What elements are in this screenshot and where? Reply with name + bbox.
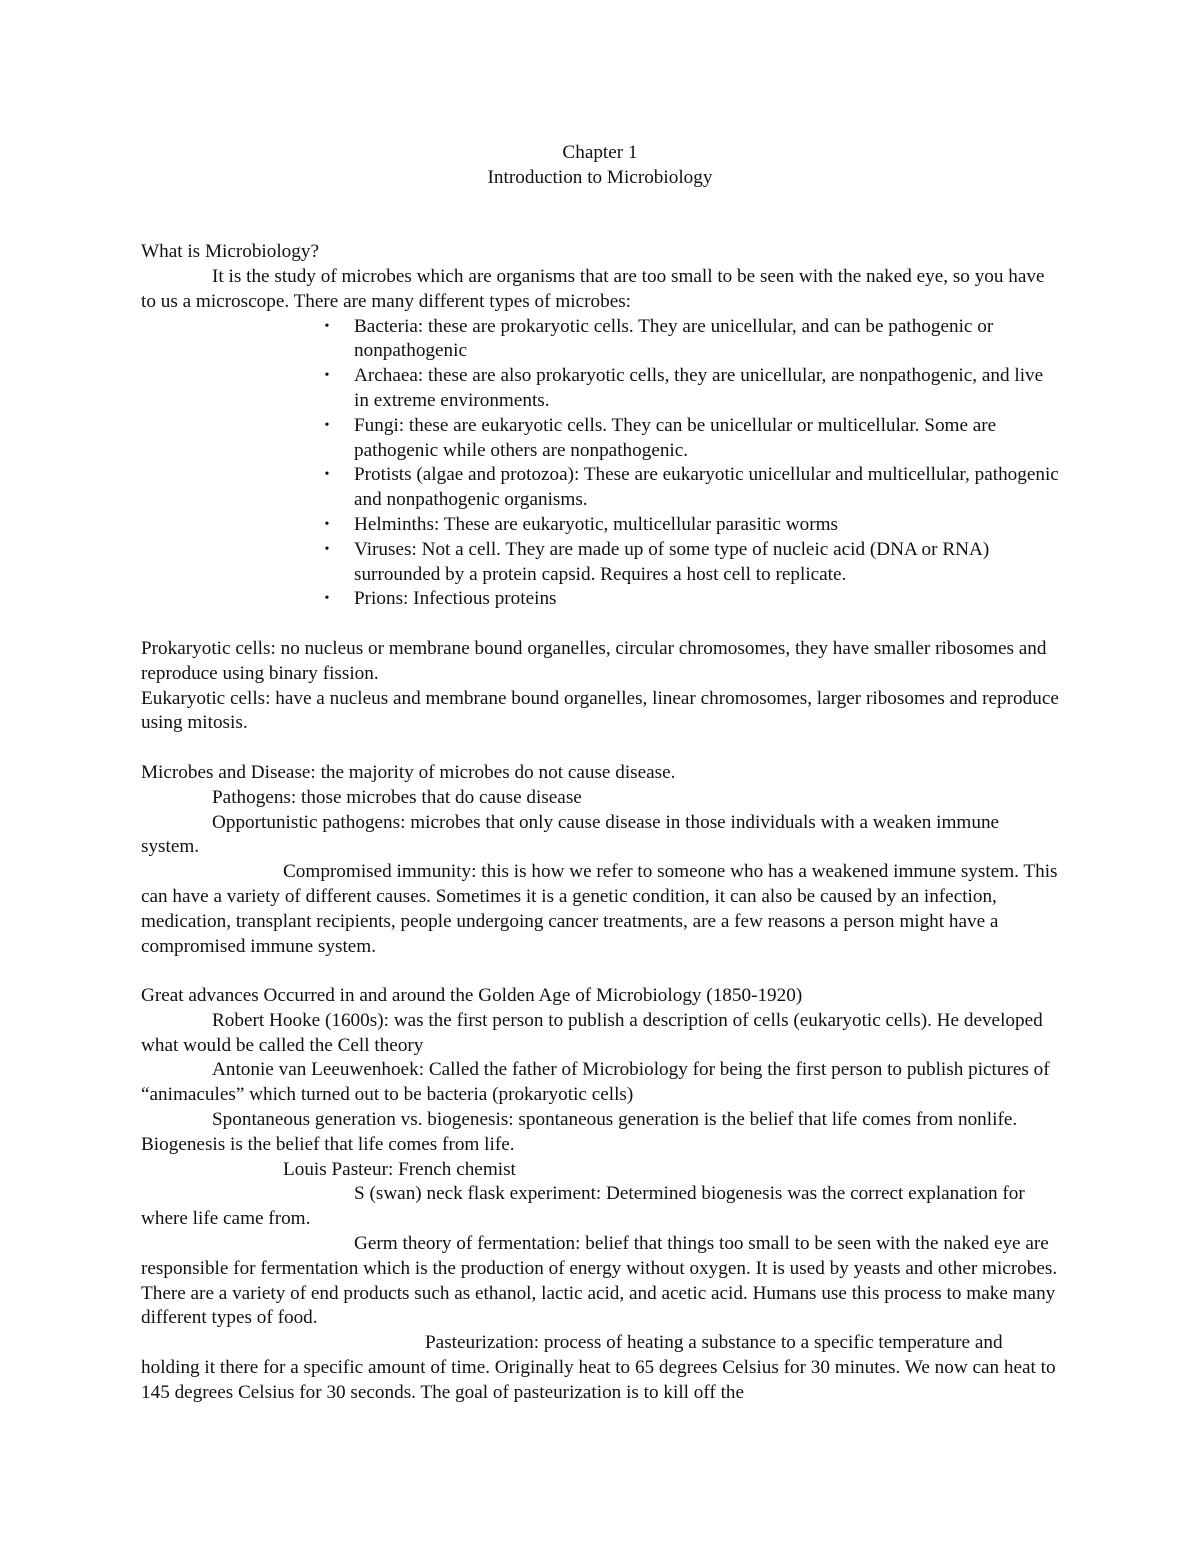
spacer (141, 736, 1059, 761)
bullet-icon: • (324, 516, 330, 532)
list-item-text: Archaea: these are also prokaryotic cells, they are unicellular, are nonpathogenic, and live in extreme environments. (354, 365, 1044, 411)
spacer (141, 612, 1059, 637)
bullet-icon: • (324, 417, 330, 433)
spacer (141, 959, 1059, 984)
microbe-types-list (141, 315, 1059, 613)
list-item-text: Prions: Infectious proteins (354, 588, 557, 610)
pasteurization-paragraph: Pasteurization: process of heating a substance to a specific temperature and holding it there for a specific amount of time. Originally heat to 65 degrees Celsius for 30 minutes. We now can heat to 145 degrees Celsius for 30 seconds. The goal of pasteurization is to kill off the (141, 1332, 1056, 1403)
opportunistic-pathogens-definition: Opportunistic pathogens: microbes that only cause disease in those individuals with a weaken immune system. (141, 811, 1000, 858)
louis-pasteur-paragraph: Louis Pasteur: French chemist (283, 1158, 516, 1180)
germ-theory-paragraph: Germ theory of fermentation: belief that things too small to be seen with the naked eye are responsible for fermentation which is the production of energy without oxygen. It is used by yeasts and other microbes. There are a variety of end products such as ethanol, lactic acid, and acetic acid. Humans use this process to make many different types of food. (141, 1233, 1058, 1329)
section-heading-microbes-and-disease: Microbes and Disease: the majority of microbes do not cause disease. (141, 761, 676, 783)
microbiology-definition: It is the study of microbes which are organisms that are too small to be seen with the naked eye, so you have to us a microscope. There are many different types of microbes: (141, 265, 1045, 312)
chapter-label: Chapter 1 (562, 142, 638, 163)
robert-hooke-paragraph: Robert Hooke (1600s): was the first person to publish a description of cells (eukaryotic cells). He developed what would be called the Cell theory (141, 1009, 1043, 1056)
list-item-text: Helminths: These are eukaryotic, multicellular parasitic worms (354, 513, 838, 535)
list-item-text: Fungi: these are eukaryotic cells. They can be unicellular or multicellular. Some are pathogenic while others are nonpathogenic. (354, 414, 997, 461)
prokaryotic-cells-definition: Prokaryotic cells: no nucleus or membrane bound organelles, circular chromosomes, they have smaller ribosomes and reproduce using binary fission. (141, 637, 1047, 684)
chapter-title: Introduction to Microbiology (487, 166, 713, 188)
list-item-text: Protists (algae and protozoa): These are eukaryotic unicellular and multicellular, pathogenic and nonpathogenic organisms. (354, 464, 1059, 511)
spacer (141, 215, 1059, 240)
list-item (324, 513, 1059, 538)
bullet-icon: • (324, 591, 330, 607)
leeuwenhoek-paragraph: Antonie van Leeuwenhoek: Called the father of Microbiology for being the first person to publish pictures of “animacules” which turned out to be bacteria (prokaryotic cells) (141, 1059, 1050, 1106)
bullet-icon: • (324, 368, 330, 384)
list-item-text: Viruses: Not a cell. They are made up of some type of nucleic acid (DNA or RNA) surrounded by a protein capsid. Requires a host cell to replicate. (354, 538, 990, 585)
eukaryotic-cells-definition: Eukaryotic cells: have a nucleus and membrane bound organelles, linear chromosomes, larger ribosomes and reproduce using mitosis. (141, 687, 1059, 734)
list-item (324, 364, 1059, 414)
section-heading-golden-age: Great advances Occurred in and around the Golden Age of Microbiology (1850-1920) (141, 985, 803, 1007)
bullet-icon: • (324, 318, 330, 334)
list-item-text: Bacteria: these are prokaryotic cells. They are unicellular, and can be pathogenic or nonpathogenic (354, 315, 994, 362)
list-item (324, 587, 1059, 612)
list-item (324, 538, 1059, 588)
spontaneous-generation-paragraph: Spontaneous generation vs. biogenesis: spontaneous generation is the belief that life comes from nonlife. Biogenesis is the belief that life comes from life. (141, 1109, 1018, 1155)
section-heading-what-is-microbiology: What is Microbiology? (141, 241, 319, 263)
spacer (141, 191, 1059, 216)
swan-neck-flask-paragraph: S (swan) neck flask experiment: Determined biogenesis was the correct explanation for where life came from. (141, 1183, 1025, 1230)
bullet-icon: • (324, 541, 330, 557)
compromised-immunity-definition: Compromised immunity: this is how we refer to someone who has a weakened immune system. This can have a variety of different causes. Sometimes it is a genetic condition, it can also be caused by an infection, medication, transplant recipients, people undergoing cancer treatments, are a few reasons a person might have a compromised immune system. (141, 861, 1058, 957)
list-item (324, 463, 1059, 513)
document-page (141, 141, 1059, 1406)
list-item (324, 414, 1059, 464)
list-item (324, 315, 1059, 365)
bullet-icon: • (324, 467, 330, 483)
pathogens-definition: Pathogens: those microbes that do cause disease (212, 786, 582, 808)
